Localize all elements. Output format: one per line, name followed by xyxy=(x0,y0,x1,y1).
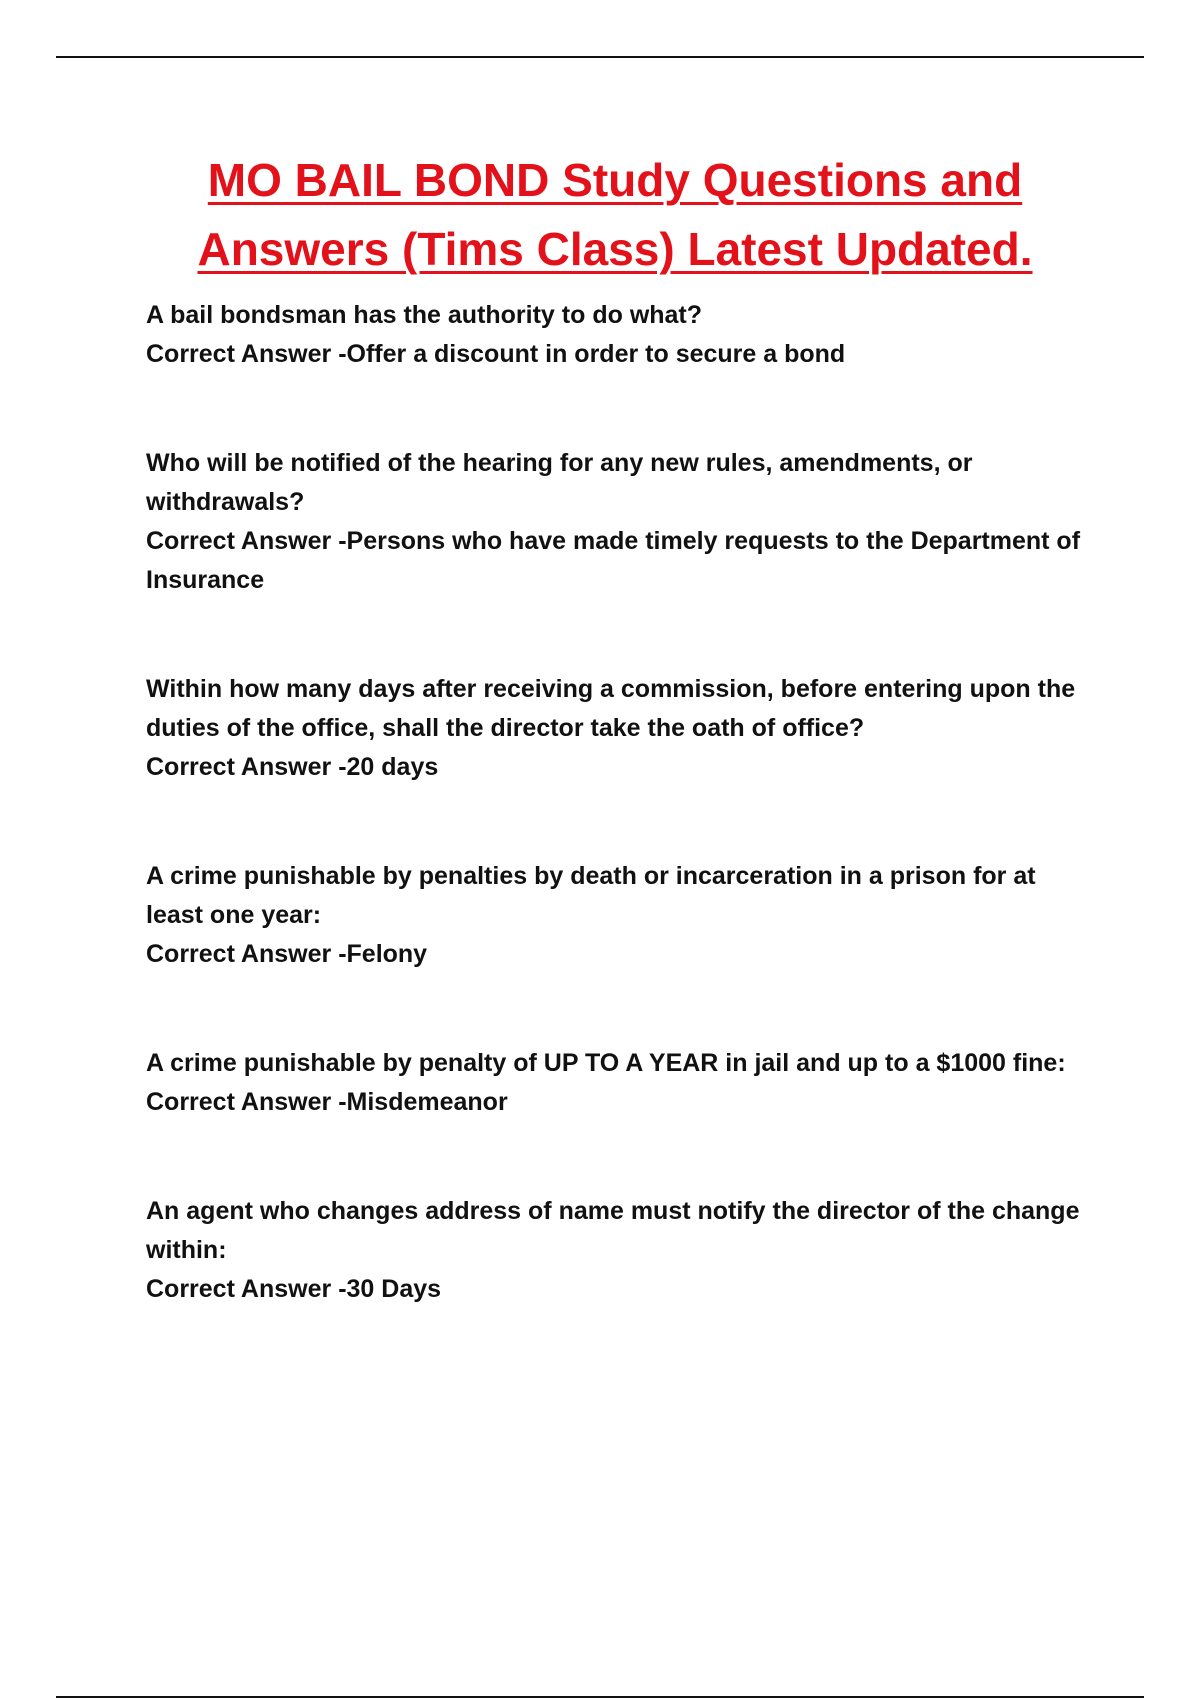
title-line-2: Answers (Tims Class) Latest Updated. xyxy=(197,223,1033,275)
question: Within how many days after receiving a commission, before entering upon the duties of the office, shall the director take the oath of office? xyxy=(146,675,1076,742)
answer: Correct Answer -20 days xyxy=(146,753,439,781)
answer: Correct Answer -30 Days xyxy=(146,1275,442,1303)
question: A bail bondsman has the authority to do what? xyxy=(146,301,703,329)
qa-list xyxy=(146,296,1086,1379)
qa-item xyxy=(146,670,1086,787)
top-divider xyxy=(56,56,1144,58)
question: A crime punishable by penalties by death or incarceration in a prison for at least one year: xyxy=(146,862,1036,929)
question: An agent who changes address of name must notify the director of the change within: xyxy=(146,1197,1080,1264)
page-title xyxy=(0,146,1200,284)
question: Who will be notified of the hearing for any new rules, amendments, or withdrawals? xyxy=(146,449,973,516)
qa-item xyxy=(146,857,1086,974)
title-line-1: MO BAIL BOND Study Questions and xyxy=(207,154,1023,206)
qa-item xyxy=(146,444,1086,600)
answer: Correct Answer -Felony xyxy=(146,940,428,968)
answer: Correct Answer -Misdemeanor xyxy=(146,1088,508,1116)
bottom-divider xyxy=(56,1696,1144,1698)
qa-item xyxy=(146,1044,1086,1122)
question: A crime punishable by penalty of UP TO A YEAR in jail and up to a $1000 fine: xyxy=(146,1049,1066,1077)
answer: Correct Answer -Offer a discount in order to secure a bond xyxy=(146,340,846,368)
qa-item xyxy=(146,1192,1086,1309)
answer: Correct Answer -Persons who have made timely requests to the Department of Insurance xyxy=(146,527,1081,594)
qa-item xyxy=(146,296,1086,374)
